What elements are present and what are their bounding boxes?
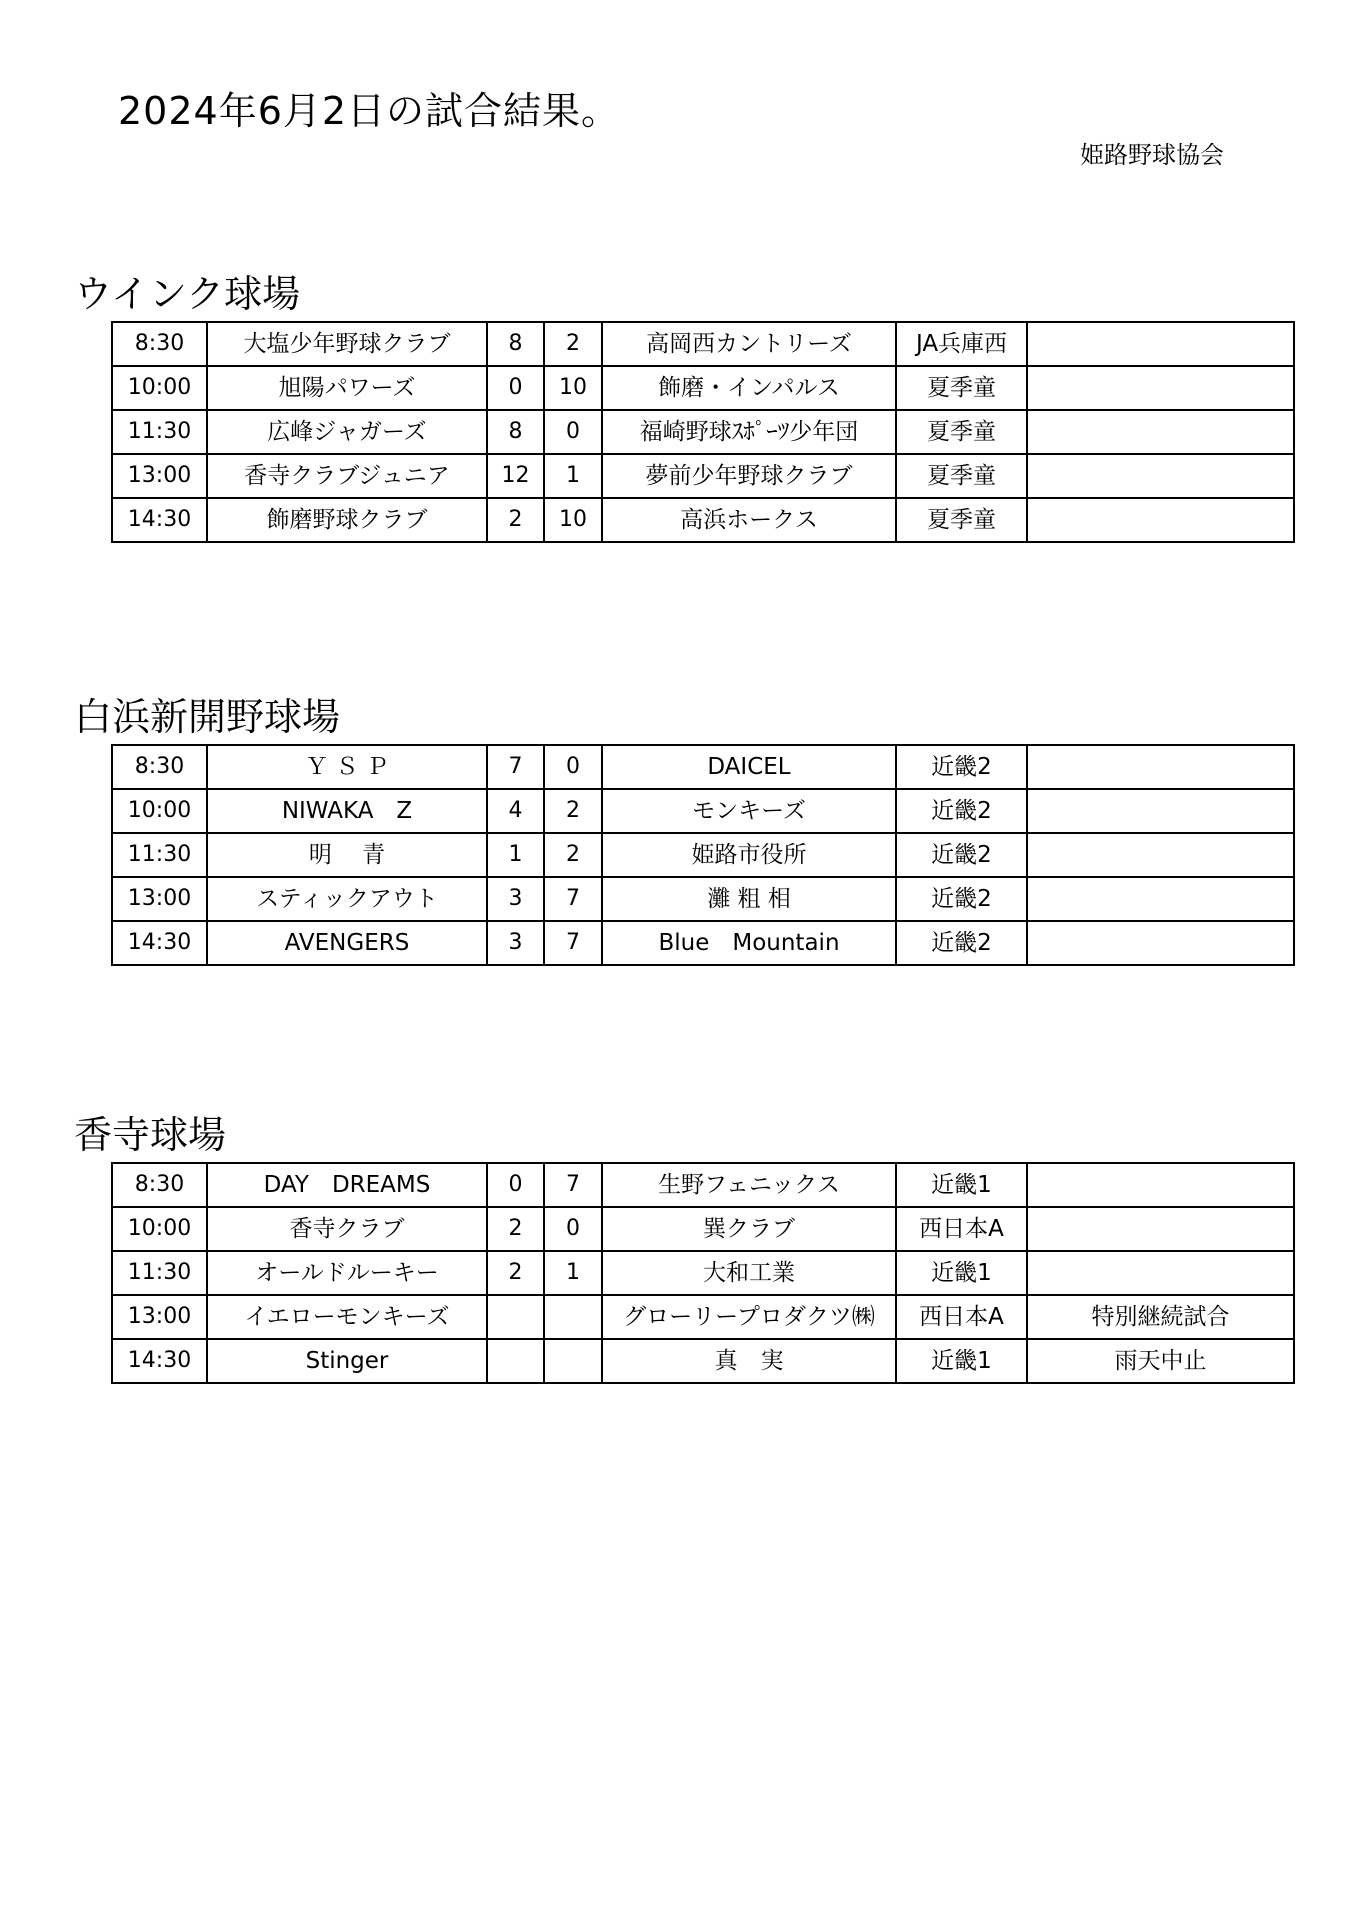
note bbox=[1027, 921, 1294, 965]
home-score: 8 bbox=[487, 410, 544, 454]
home-team: 明 青 bbox=[207, 833, 487, 877]
away-score: 10 bbox=[544, 498, 602, 542]
table-row bbox=[112, 1295, 1294, 1339]
note bbox=[1027, 877, 1294, 921]
note: 雨天中止 bbox=[1027, 1339, 1294, 1383]
game-time: 8:30 bbox=[112, 1163, 207, 1207]
home-score: 12 bbox=[487, 454, 544, 498]
home-score: 3 bbox=[487, 877, 544, 921]
home-score: 4 bbox=[487, 789, 544, 833]
away-score: 0 bbox=[544, 1207, 602, 1251]
table-row bbox=[112, 833, 1294, 877]
home-score: 1 bbox=[487, 833, 544, 877]
results-table bbox=[111, 744, 1295, 966]
league: 近畿1 bbox=[896, 1163, 1027, 1207]
game-time: 10:00 bbox=[112, 366, 207, 410]
away-score: 0 bbox=[544, 745, 602, 789]
note bbox=[1027, 322, 1294, 366]
league: 近畿2 bbox=[896, 921, 1027, 965]
away-team: 福崎野球ｽﾎﾟｰﾂ少年団 bbox=[602, 410, 896, 454]
game-time: 8:30 bbox=[112, 322, 207, 366]
table-row bbox=[112, 745, 1294, 789]
league: 西日本A bbox=[896, 1295, 1027, 1339]
note bbox=[1027, 454, 1294, 498]
home-team: DAY DREAMS bbox=[207, 1163, 487, 1207]
away-team: 姫路市役所 bbox=[602, 833, 896, 877]
away-team: 高岡西カントリーズ bbox=[602, 322, 896, 366]
away-team: 巽クラブ bbox=[602, 1207, 896, 1251]
away-team: 飾磨・インパルス bbox=[602, 366, 896, 410]
home-team: 広峰ジャガーズ bbox=[207, 410, 487, 454]
away-score: 0 bbox=[544, 410, 602, 454]
table-row bbox=[112, 322, 1294, 366]
away-team: 高浜ホークス bbox=[602, 498, 896, 542]
home-team: NIWAKA Z bbox=[207, 789, 487, 833]
away-score: 7 bbox=[544, 921, 602, 965]
home-score: 0 bbox=[487, 366, 544, 410]
note bbox=[1027, 833, 1294, 877]
game-time: 11:30 bbox=[112, 833, 207, 877]
away-score: 10 bbox=[544, 366, 602, 410]
home-score: 2 bbox=[487, 1251, 544, 1295]
organization-name: 姫路野球協会 bbox=[1080, 141, 1224, 169]
results-table bbox=[111, 321, 1295, 543]
away-team: モンキーズ bbox=[602, 789, 896, 833]
table-row bbox=[112, 1163, 1294, 1207]
game-time: 11:30 bbox=[112, 1251, 207, 1295]
game-time: 14:30 bbox=[112, 921, 207, 965]
results-table bbox=[111, 1162, 1295, 1384]
table-row bbox=[112, 410, 1294, 454]
home-score: 7 bbox=[487, 745, 544, 789]
home-team: イエローモンキーズ bbox=[207, 1295, 487, 1339]
venue-title: ウインク球場 bbox=[74, 272, 301, 316]
table-row bbox=[112, 1251, 1294, 1295]
league: 近畿2 bbox=[896, 833, 1027, 877]
away-team: Blue Mountain bbox=[602, 921, 896, 965]
page-title: 2024年6月2日の試合結果。 bbox=[118, 89, 621, 133]
home-team: Ｙ Ｓ Ｐ bbox=[207, 745, 487, 789]
table-row bbox=[112, 498, 1294, 542]
away-team: 灘 粗 相 bbox=[602, 877, 896, 921]
home-team: スティックアウト bbox=[207, 877, 487, 921]
league: 近畿1 bbox=[896, 1339, 1027, 1383]
away-team: 生野フェニックス bbox=[602, 1163, 896, 1207]
home-score bbox=[487, 1339, 544, 1383]
away-score: 1 bbox=[544, 454, 602, 498]
note bbox=[1027, 1207, 1294, 1251]
away-score: 7 bbox=[544, 877, 602, 921]
away-team: 夢前少年野球クラブ bbox=[602, 454, 896, 498]
table-row bbox=[112, 366, 1294, 410]
table-row bbox=[112, 454, 1294, 498]
league: 夏季童 bbox=[896, 366, 1027, 410]
home-team: 香寺クラブジュニア bbox=[207, 454, 487, 498]
table-row bbox=[112, 1207, 1294, 1251]
away-score: 2 bbox=[544, 833, 602, 877]
game-time: 13:00 bbox=[112, 1295, 207, 1339]
game-time: 8:30 bbox=[112, 745, 207, 789]
home-team: Stinger bbox=[207, 1339, 487, 1383]
note bbox=[1027, 410, 1294, 454]
away-team: DAICEL bbox=[602, 745, 896, 789]
game-time: 14:30 bbox=[112, 498, 207, 542]
league: 西日本A bbox=[896, 1207, 1027, 1251]
league: 夏季童 bbox=[896, 498, 1027, 542]
game-time: 11:30 bbox=[112, 410, 207, 454]
home-team: オールドルーキー bbox=[207, 1251, 487, 1295]
home-team: AVENGERS bbox=[207, 921, 487, 965]
game-time: 10:00 bbox=[112, 1207, 207, 1251]
table-row bbox=[112, 789, 1294, 833]
home-team: 大塩少年野球クラブ bbox=[207, 322, 487, 366]
league: JA兵庫西 bbox=[896, 322, 1027, 366]
note bbox=[1027, 1251, 1294, 1295]
home-team: 旭陽パワーズ bbox=[207, 366, 487, 410]
league: 近畿2 bbox=[896, 789, 1027, 833]
table-row bbox=[112, 1339, 1294, 1383]
away-score bbox=[544, 1339, 602, 1383]
away-team: 大和工業 bbox=[602, 1251, 896, 1295]
home-score: 2 bbox=[487, 1207, 544, 1251]
league: 近畿1 bbox=[896, 1251, 1027, 1295]
away-team: グローリープロダクツ㈱ bbox=[602, 1295, 896, 1339]
game-time: 13:00 bbox=[112, 877, 207, 921]
away-score: 2 bbox=[544, 322, 602, 366]
note bbox=[1027, 789, 1294, 833]
game-time: 14:30 bbox=[112, 1339, 207, 1383]
game-time: 10:00 bbox=[112, 789, 207, 833]
note bbox=[1027, 366, 1294, 410]
venue-title: 香寺球場 bbox=[74, 1113, 227, 1157]
note: 特別継続試合 bbox=[1027, 1295, 1294, 1339]
away-score: 2 bbox=[544, 789, 602, 833]
game-time: 13:00 bbox=[112, 454, 207, 498]
league: 夏季童 bbox=[896, 410, 1027, 454]
note bbox=[1027, 745, 1294, 789]
table-row bbox=[112, 921, 1294, 965]
table-row bbox=[112, 877, 1294, 921]
home-score: 8 bbox=[487, 322, 544, 366]
home-team: 香寺クラブ bbox=[207, 1207, 487, 1251]
note bbox=[1027, 1163, 1294, 1207]
league: 近畿2 bbox=[896, 877, 1027, 921]
away-score bbox=[544, 1295, 602, 1339]
league: 夏季童 bbox=[896, 454, 1027, 498]
home-score: 2 bbox=[487, 498, 544, 542]
home-team: 飾磨野球クラブ bbox=[207, 498, 487, 542]
note bbox=[1027, 498, 1294, 542]
home-score: 3 bbox=[487, 921, 544, 965]
home-score bbox=[487, 1295, 544, 1339]
away-score: 1 bbox=[544, 1251, 602, 1295]
away-team: 真 実 bbox=[602, 1339, 896, 1383]
league: 近畿2 bbox=[896, 745, 1027, 789]
away-score: 7 bbox=[544, 1163, 602, 1207]
venue-title: 白浜新開野球場 bbox=[74, 695, 341, 739]
home-score: 0 bbox=[487, 1163, 544, 1207]
